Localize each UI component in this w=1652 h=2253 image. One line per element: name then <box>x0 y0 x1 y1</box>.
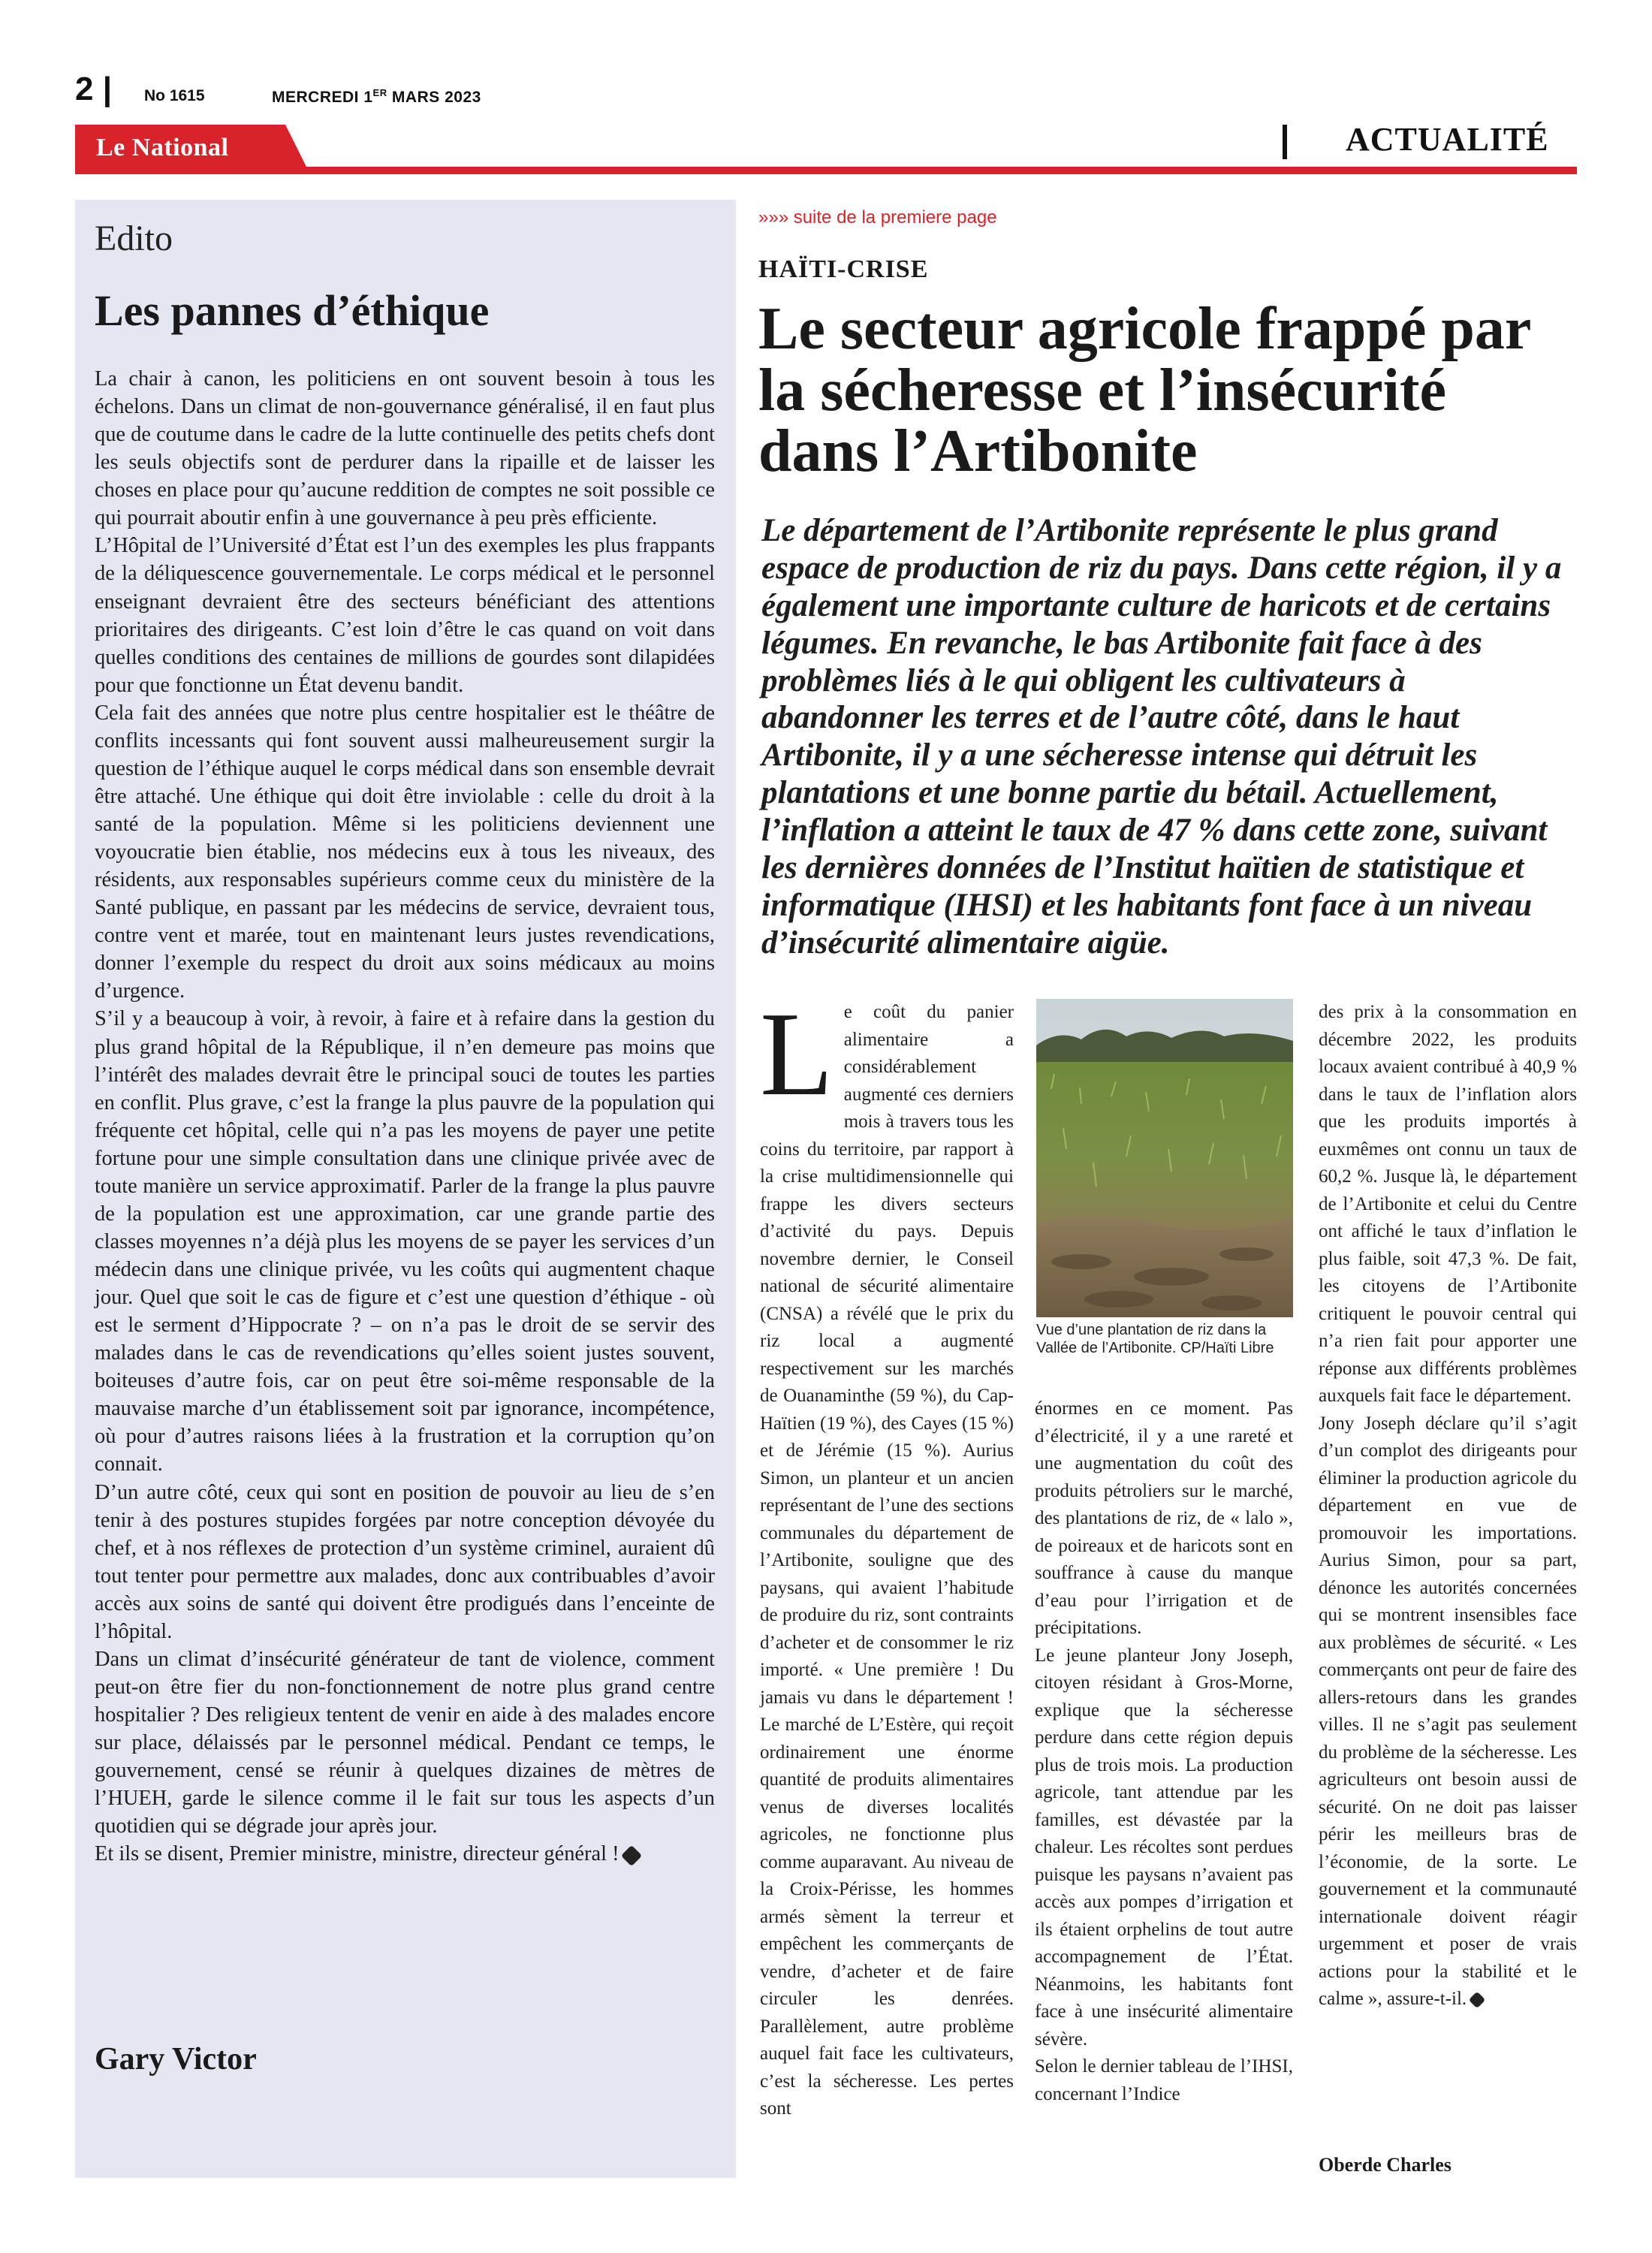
article-paragraph: des prix à la consommation en décembre 2022, les produits locaux avaient contribué à 40,9 % dans le taux de l’inflation alors que les produits importés à euxmêmes ont connu un taux de 60,2 %. Jusque là, le département de l’Artibonite et celui du Centre ont affiché le taux d’inflation le plus faible, soit 47,3 %. De fait, les citoyens de l’Artibonite critiquent le pouvoir central qui n’a rien fait pour apporter une réponse aux différents problèmes auxquels fait face le département. <box>1319 1002 1577 1406</box>
article-paragraph-last: Jony Joseph déclare qu’il s’agit d’un complot des dirigeants pour éliminer la production agricole du département en vue de promouvoir les importations. Aurius Simon, pour sa part, dénonce les autorités concernées qui se montrent insensibles face aux problèmes de sécurité. « Les commerçants ont peur de faire des allers-retours dans les grandes villes. Il ne s’agit pas seulement du problème de la sécheresse. Les agriculteurs ont besoin aussi de sécurité. On ne doit pas laisser périr les meilleurs bras de l’économie, de la sorte. Le gouvernement et la communauté internationale doivent réagir urgemment et poser de vrais actions pour la stabilité et le calme », assure-t-il. <box>1319 1413 1577 2009</box>
rice-field-photo-illustration <box>1036 999 1293 1317</box>
article-paragraph: e coût du panier alimentaire a considérablement augmenté ces derniers mois à travers tous les coins du territoire, par rapport à la crise multidimensionnelle qui frappe les divers secteurs d’activité du pays. Depuis novembre dernier, le Conseil national de sécurité alimentaire (CNSA) a révélé que le prix du riz local a augmenté respectivement sur les marchés de Ouanaminthe (59 %), du Cap-Haïtien (19 %), des Cayes (15 %) et de Jérémie (15 %). Aurius Simon, un planteur et un ancien représentant de l’une des sections communales du département de l’Artibonite, souligne que des paysans, qui avaient l’habitude de produire du riz, sont contraints d’acheter et de consommer le riz importé. « Une première ! Du jamais vu dans le département ! Le marché de L’Estère, qui reçoit ordinairement une énorme quantité de produits alimentaires venus de diverses localités agricoles, ne fonctionne plus comme auparavant. Au niveau de la Croix-Périsse, les hommes armés sèment la terreur et empêchent les commerçants de vendre, d’acheter et de faire circuler les denrées. Parallèlement, autre problème auquel fait face les cultivateurs, c’est la sécheresse. Les pertes sont <box>760 1002 1014 2119</box>
edito-paragraph: D’un autre côté, ceux qui sont en position de pouvoir au lieu de s’en tenir à des postures stupides forgées par notre conception dévoyée du chef, et à nos réflexes de protection d’un système criminel, auraient dû tout tenter pour permettre aux malades, donc aux contribuables d’avoir accès aux soins de santé qui doivent être prodigués dans l’enceinte de l’hôpital. <box>95 1480 715 1643</box>
photo-caption: Vue d’une plantation de riz dans la Vallée de l’Artibonite. CP/Haïti Libre <box>1036 1322 1274 1356</box>
article-headline: Le secteur agricole frappé par la sécheresse et l’insécurité dans l’Artibonite <box>758 296 1530 485</box>
end-mark-icon <box>620 1845 641 1866</box>
article-lead: Le département de l’Artibonite représente le plus grand espace de production de riz du pays. Dans cette région, il y a également une importante culture de haricots et de certains légumes. En revanche, le bas Artibonite fait face à des problèmes liés à le qui obligent les cultivateurs à abandonner les terres et de l’autre côté, dans le haut Artibonite, il y a une sécheresse intense qui détruit les plantations et une bonne partie du bétail. Actuellement, l’inflation a atteint le taux de 47 % dans cette zone, suivant les dernières données de l’Institut haïtien de statistique et informatique (IHSI) et les habitants font face à un niveau d’insécurité alimentaire aigüe. <box>761 513 1562 961</box>
article-column-2 <box>1035 1395 1293 2108</box>
header-rule <box>75 167 1577 174</box>
edito-title: Les pannes d’éthique <box>95 286 490 335</box>
brand-banner <box>75 125 308 170</box>
edito-paragraph: Dans un climat d’insécurité générateur de tant de violence, comment peut-on être fier du non-fonctionnement de notre plus grand centre hospitalier ? Des religieux tentent de venir en aide à des malades encore sur place, délaissés par le personnel médical. Pendant ce temps, le gouvernement, censé se réunir à quelques dizaines de mètres de l’HUEH, garde le silence comme il le fait sur tous les aspects d’un quotidien qui se dégrade jour après jour. <box>95 1647 715 1838</box>
end-mark-icon <box>1469 1992 1486 2009</box>
article-kicker: HAÏTI-CRISE <box>758 255 929 283</box>
article-paragraph: Selon le dernier tableau de l’IHSI, concernant l’Indice <box>1035 2056 1293 2104</box>
edito-paragraph: Cela fait des années que notre plus centre hospitalier est le théâtre de conflits incessants qui font souvent aussi malheureusement surgir la question de l’éthique auquel le corps médical dans son ensemble devrait être attaché. Une éthique qui doit être inviolable : celle du droit à la santé de la population. Même si les politiciens deviennent une voyoucratie bien établie, nos médecins eux à tous les niveaux, des résidents, aux responsables supérieurs comme ceux du ministère de la Santé publique, en passant par les médecins de service, devraient tous, contre vent et marée, tout en maintenant leurs justes revendications, donner l’exemple du respect du droit aux soins médicaux au moins d’urgence. <box>95 701 715 1003</box>
drop-cap: L <box>760 987 834 1120</box>
edito-author: Gary Victor <box>95 2042 257 2077</box>
article-column-3 <box>1319 999 1577 2013</box>
brand-logo-text: Le National <box>96 134 229 161</box>
issue-date: MERCREDI 1ER MARS 2023 <box>272 87 481 106</box>
edito-paragraph: S’il y a beaucoup à voir, à revoir, à faire et à refaire dans la gestion du plus grand hôpital de la République, il n’en demeure pas moins que l’intérêt des malades devrait être le principal souci de toutes les parties en conflit. Plus grave, c’est la frange la plus pauvre de la population qui fréquente cet hôpital, celle qui n’a pas les moyens de payer une petite fortune pour une simple consultation dans une clinique privée avec de toute manière un service approximatif. Parler de la frange la plus pauvre de la population est une approximation, car une grande partie des classes moyennes n’a déjà plus les moyens de se payer les services d’un médecin dans une clinique privée, vu les coûts qui augmentent chaque jour. Quel que soit le cas de figure et c’est une question d’éthique - où est le serment d’Hippocrate ? – on n’a pas le droit de se servir des malades dans le cas de revendications qu’elles soient justes souvent, boiteuses d’autre fois, car on peut être soi-même responsable de la mauvaise marche d’un établissement soit par ignorance, incompétence, où pour d’autres raisons liées à la frustration et la corruption qu’on connait. <box>95 1007 715 1476</box>
article-paragraph: Le jeune planteur Jony Joseph, citoyen résidant à Gros-Morne, explique que la sécheresse perdure dans cette région depuis plus de trois mois. La production agricole, tant attendue par les familles, est dévastée par la chaleur. Les récoltes sont perdues puisque les paysans n’avaient pas accès aux pompes d’irrigation et ils étaient orphelins de tout autre accompagnement de l’État. Néanmoins, les habitants font face à une insécurité alimentaire sévère. <box>1035 1645 1293 2049</box>
edito-paragraph: La chair à canon, les politiciens en ont souvent besoin à tous les échelons. Dans un climat de non-gouvernance généralisé, il en faut plus que de coutume dans le cadre de la lutte continuelle des petits chefs dont les seuls objectifs sont de perdurer dans la ripaille et de laisser les choses en place pour qu’aucune reddition de comptes ne soit possible ce qui pourrait aboutir enfin à une gouvernance à peu près efficiente. <box>95 367 715 530</box>
rice-field-photo <box>1036 999 1293 1317</box>
issue-number: No 1615 <box>144 87 205 104</box>
edito-paragraph: L’Hôpital de l’Université d’État est l’un des exemples les plus frappants de la déliquescence gouvernementale. Le corps médical et le personnel enseignant devraient être des secteurs bénéficiant des attentions prioritaires des dirigeants. C’est loin d’être le cas quand on voit dans quelles conditions des centaines de millions de gourdes sont dilapidées pour que fonctionne un État devenu bandit. <box>95 534 715 697</box>
section-title: ACTUALITÉ <box>1346 121 1549 158</box>
edito-label: Edito <box>95 219 173 258</box>
article-paragraph: énormes en ce moment. Pas d’électricité, il y a une rareté et une augmentation du coût des produits pétroliers sur le marché, des plantations de riz, de « lalo », de poireaux et de haricots sont en souffrance à cause du manque d’eau pour l’irrigation et de précipitations. <box>1035 1398 1293 1638</box>
section-divider <box>1283 125 1287 159</box>
article-byline: Oberde Charles <box>1319 2154 1452 2176</box>
continued-from-front-link[interactable]: »»» suite de la premiere page <box>758 207 997 228</box>
edito-body <box>95 365 715 1868</box>
edito-paragraph-last: Et ils se disent, Premier ministre, ministre, directeur général ! <box>95 1840 715 1868</box>
article-column-1 <box>760 987 1014 2123</box>
page-number: 2 | <box>75 71 113 107</box>
